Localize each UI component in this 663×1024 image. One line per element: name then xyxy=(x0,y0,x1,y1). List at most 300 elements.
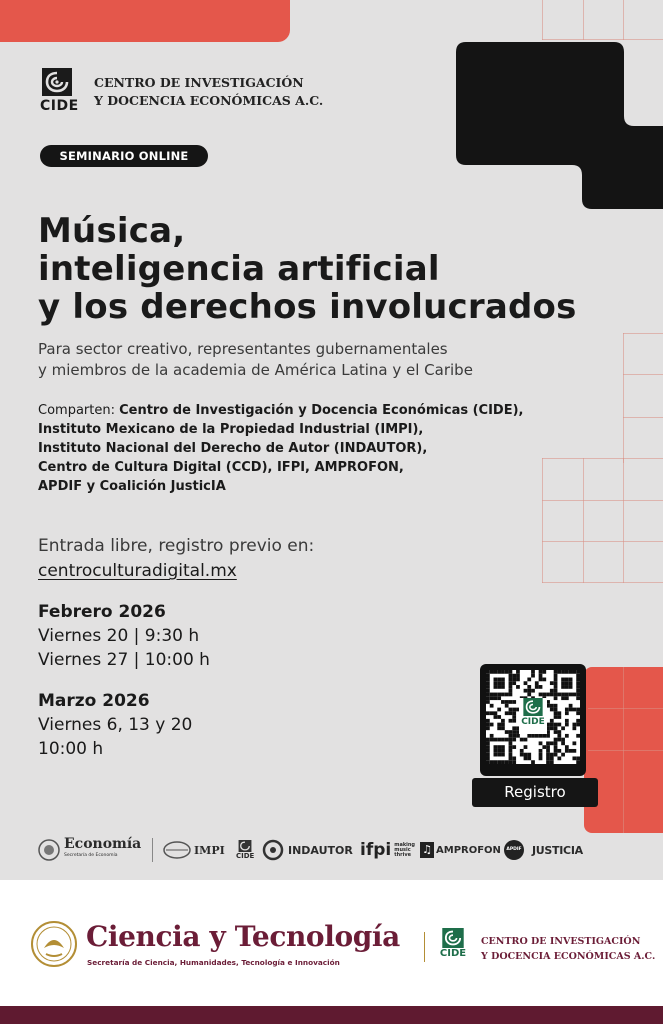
qr-module xyxy=(565,693,569,697)
qr-module xyxy=(512,711,516,715)
qr-module xyxy=(501,681,505,685)
qr-module xyxy=(557,723,561,727)
qr-module xyxy=(576,760,580,764)
qr-module xyxy=(561,738,565,742)
qr-module xyxy=(497,738,501,742)
qr-module xyxy=(561,726,565,730)
qr-module xyxy=(497,696,501,700)
qr-module xyxy=(490,670,494,674)
qr-module xyxy=(490,711,494,715)
qr-module xyxy=(486,760,490,764)
qr-module xyxy=(557,715,561,719)
qr-module xyxy=(486,738,490,742)
qr-module xyxy=(554,741,558,745)
qr-module xyxy=(539,749,543,753)
top-red-banner xyxy=(0,0,290,42)
qr-module xyxy=(539,734,543,738)
qr-module xyxy=(531,689,535,693)
qr-code-pattern xyxy=(486,670,580,764)
title-line1: Música, xyxy=(38,211,186,251)
qr-module xyxy=(512,678,516,682)
qr-module xyxy=(546,760,550,764)
impi-logo xyxy=(162,834,225,866)
ciencia-tecnologia-brand: Ciencia y Tecnología xyxy=(86,920,400,953)
qr-module xyxy=(565,711,569,715)
qr-module xyxy=(509,689,513,693)
indautor-emblem-icon xyxy=(262,839,284,861)
qr-module xyxy=(524,681,528,685)
schedule-line: Viernes 27 | 10:00 h xyxy=(38,650,210,670)
qr-module xyxy=(572,749,576,753)
qr-module xyxy=(486,726,490,730)
qr-module xyxy=(505,730,509,734)
qr-module xyxy=(527,678,531,682)
qr-module xyxy=(539,693,543,697)
qr-module xyxy=(546,741,550,745)
qr-module xyxy=(494,715,498,719)
ifpi-logo-text: ifpi xyxy=(360,840,392,860)
qr-module xyxy=(509,678,513,682)
registration-link[interactable]: centroculturadigital.mx xyxy=(38,561,237,581)
qr-module xyxy=(486,685,490,689)
qr-module xyxy=(554,689,558,693)
qr-module xyxy=(509,749,513,753)
qr-module xyxy=(486,745,490,749)
qr-module xyxy=(509,734,513,738)
qr-module xyxy=(576,734,580,738)
qr-module xyxy=(520,738,524,742)
amprofon-logo-text: AMPROFON xyxy=(436,844,501,856)
qr-module xyxy=(512,745,516,749)
qr-module xyxy=(576,689,580,693)
qr-module xyxy=(576,696,580,700)
qr-module xyxy=(535,685,539,689)
qr-module xyxy=(554,696,558,700)
qr-module xyxy=(572,741,576,745)
event-subtitle xyxy=(38,339,473,381)
qr-module xyxy=(550,753,554,757)
qr-module xyxy=(550,719,554,723)
qr-module xyxy=(554,745,558,749)
qr-module xyxy=(561,681,565,685)
qr-module xyxy=(497,753,501,757)
qr-module xyxy=(516,685,520,689)
qr-module xyxy=(576,723,580,727)
qr-module xyxy=(509,700,513,704)
qr-module xyxy=(486,678,490,682)
qr-module xyxy=(501,726,505,730)
qr-module xyxy=(497,749,501,753)
title-line3: y los derechos involucrados xyxy=(38,287,577,327)
subtitle-line2: y miembros de la academia de América Latina y el Caribe xyxy=(38,361,473,379)
qr-module xyxy=(565,723,569,727)
qr-module xyxy=(554,693,558,697)
qr-module xyxy=(565,708,569,712)
qr-module xyxy=(572,670,576,674)
qr-module xyxy=(539,685,543,689)
qr-module xyxy=(494,685,498,689)
impi-logo-text: IMPI xyxy=(194,843,225,857)
footer-org-name xyxy=(481,934,655,964)
qr-module xyxy=(509,670,513,674)
qr-module xyxy=(516,678,520,682)
qr-module xyxy=(497,670,501,674)
qr-module xyxy=(565,749,569,753)
qr-module xyxy=(509,753,513,757)
qr-module xyxy=(569,670,573,674)
qr-module xyxy=(527,753,531,757)
qr-module xyxy=(486,681,490,685)
qr-module xyxy=(554,681,558,685)
ciencia-tecnologia-subtitle: Secretaría de Ciencia, Humanidades, Tecnología e Innovación xyxy=(87,958,340,967)
qr-module xyxy=(505,693,509,697)
qr-module xyxy=(501,685,505,689)
qr-module xyxy=(554,674,558,678)
qr-module xyxy=(550,726,554,730)
organizer-line1: Centro de Investigación y Docencia Económicas (CIDE), xyxy=(119,403,524,418)
qr-module xyxy=(531,674,535,678)
qr-module xyxy=(486,693,490,697)
event-title xyxy=(38,212,577,326)
qr-module xyxy=(561,670,565,674)
qr-module xyxy=(546,753,550,757)
qr-module xyxy=(490,693,494,697)
qr-module xyxy=(497,715,501,719)
qr-module xyxy=(572,693,576,697)
qr-module xyxy=(512,738,516,742)
qr-module xyxy=(557,711,561,715)
qr-module xyxy=(494,753,498,757)
qr-module xyxy=(576,719,580,723)
organizers-list xyxy=(38,401,523,496)
qr-module xyxy=(501,749,505,753)
qr-module xyxy=(542,693,546,697)
qr-module xyxy=(576,674,580,678)
qr-module xyxy=(546,756,550,760)
qr-module xyxy=(501,745,505,749)
qr-module xyxy=(542,670,546,674)
qr-module xyxy=(486,674,490,678)
qr-module xyxy=(572,723,576,727)
qr-module xyxy=(524,689,528,693)
registration-text: Entrada libre, registro previo en: xyxy=(38,536,315,556)
qr-module xyxy=(486,696,490,700)
qr-module xyxy=(531,760,535,764)
qr-module xyxy=(501,738,505,742)
qr-module xyxy=(486,756,490,760)
qr-module xyxy=(501,693,505,697)
qr-module xyxy=(550,760,554,764)
cide-logo xyxy=(40,68,79,116)
qr-module xyxy=(512,734,516,738)
qr-module xyxy=(509,685,513,689)
qr-module xyxy=(561,741,565,745)
qr-module xyxy=(572,756,576,760)
qr-module xyxy=(550,708,554,712)
qr-module xyxy=(554,753,558,757)
qr-module xyxy=(516,674,520,678)
qr-module xyxy=(539,678,543,682)
qr-module xyxy=(486,723,490,727)
qr-module xyxy=(497,723,501,727)
qr-module xyxy=(512,715,516,719)
qr-code[interactable] xyxy=(480,664,586,776)
qr-module xyxy=(524,745,528,749)
cide-emblem-icon xyxy=(442,928,464,948)
qr-module xyxy=(524,753,528,757)
qr-module xyxy=(569,681,573,685)
schedule-line: Viernes 6, 13 y 20 xyxy=(38,715,193,735)
qr-module xyxy=(512,708,516,712)
black-decorative-shape xyxy=(456,42,663,209)
ifpi-logo xyxy=(360,834,414,866)
qr-module xyxy=(512,674,516,678)
qr-module xyxy=(494,749,498,753)
qr-module xyxy=(569,693,573,697)
qr-module xyxy=(554,715,558,719)
qr-module xyxy=(554,678,558,682)
qr-module xyxy=(576,681,580,685)
mexico-seal-icon xyxy=(38,839,60,861)
qr-module xyxy=(550,689,554,693)
qr-module xyxy=(497,760,501,764)
qr-module xyxy=(505,711,509,715)
qr-module xyxy=(561,753,565,757)
apdif-logo-text: APDIF xyxy=(504,840,524,860)
qr-module xyxy=(554,726,558,730)
qr-module xyxy=(550,741,554,745)
qr-module xyxy=(565,670,569,674)
qr-module xyxy=(554,738,558,742)
qr-module xyxy=(531,734,535,738)
cide-emblem-icon xyxy=(238,840,252,852)
indautor-logo-text: INDAUTOR xyxy=(288,843,353,857)
qr-module xyxy=(512,730,516,734)
qr-module xyxy=(505,670,509,674)
qr-module xyxy=(561,696,565,700)
qr-module xyxy=(509,708,513,712)
qr-module xyxy=(546,745,550,749)
qr-module xyxy=(497,685,501,689)
apdif-logo xyxy=(504,834,524,866)
economia-logo-sub: Secretaría de Economía xyxy=(64,853,118,858)
qr-module xyxy=(520,749,524,753)
qr-module xyxy=(527,693,531,697)
qr-module xyxy=(527,685,531,689)
qr-module xyxy=(524,738,528,742)
qr-module xyxy=(494,711,498,715)
qr-module xyxy=(539,753,543,757)
qr-module xyxy=(512,700,516,704)
qr-module xyxy=(501,678,505,682)
qr-module xyxy=(569,749,573,753)
register-button[interactable]: Registro xyxy=(472,778,598,807)
cide-logo-text: CIDE xyxy=(40,98,79,114)
mexico-coat-of-arms-icon xyxy=(30,920,78,968)
qr-module xyxy=(554,704,558,708)
organizers-lead: Comparten: xyxy=(38,403,120,418)
qr-module xyxy=(550,681,554,685)
justicia-logo xyxy=(532,834,583,866)
qr-module xyxy=(512,760,516,764)
qr-module xyxy=(501,700,505,704)
footer-cide-logo xyxy=(438,928,468,959)
qr-module xyxy=(494,670,498,674)
qr-module xyxy=(576,708,580,712)
qr-module xyxy=(486,700,490,704)
qr-module xyxy=(557,756,561,760)
qr-module xyxy=(501,719,505,723)
qr-module xyxy=(524,756,528,760)
footer xyxy=(0,880,663,1006)
qr-module xyxy=(539,756,543,760)
qr-module xyxy=(554,711,558,715)
qr-module xyxy=(561,678,565,682)
qr-module xyxy=(539,674,543,678)
qr-module xyxy=(509,730,513,734)
qr-module xyxy=(576,756,580,760)
qr-module xyxy=(486,689,490,693)
qr-module xyxy=(505,700,509,704)
qr-module xyxy=(505,738,509,742)
qr-module xyxy=(509,741,513,745)
qr-module xyxy=(572,708,576,712)
schedule-march xyxy=(38,689,192,761)
qr-center-text: CIDE xyxy=(521,717,545,727)
qr-module xyxy=(554,708,558,712)
qr-module xyxy=(509,674,513,678)
qr-module xyxy=(576,670,580,674)
qr-module xyxy=(565,681,569,685)
qr-module xyxy=(557,693,561,697)
qr-module xyxy=(509,719,513,723)
qr-module xyxy=(490,760,494,764)
qr-module xyxy=(550,704,554,708)
schedule-line: 10:00 h xyxy=(38,739,104,759)
qr-module xyxy=(512,726,516,730)
qr-module xyxy=(535,681,539,685)
qr-module xyxy=(497,678,501,682)
qr-module xyxy=(512,719,516,723)
qr-module xyxy=(546,693,550,697)
qr-module xyxy=(497,693,501,697)
qr-module xyxy=(494,738,498,742)
qr-module xyxy=(494,760,498,764)
title-line2: inteligencia artificial xyxy=(38,249,440,289)
qr-module xyxy=(542,734,546,738)
footer-org-line2: Y DOCENCIA ECONÓMICAS A.C. xyxy=(481,951,656,962)
partner-logos xyxy=(38,834,588,866)
org-name-line2: Y DOCENCIA ECONÓMICAS A.C. xyxy=(94,93,324,108)
qr-module xyxy=(486,741,490,745)
org-name-line1: CENTRO DE INVESTIGACIÓN xyxy=(94,75,304,90)
qr-module xyxy=(509,681,513,685)
cide-small-logo-text: CIDE xyxy=(236,852,255,860)
qr-module xyxy=(527,734,531,738)
qr-module xyxy=(557,749,561,753)
organizer-line3: Instituto Nacional del Derecho de Autor (INDAUTOR), xyxy=(38,441,428,456)
qr-module xyxy=(494,681,498,685)
qr-module xyxy=(497,708,501,712)
qr-module xyxy=(550,693,554,697)
qr-module xyxy=(542,745,546,749)
qr-module xyxy=(512,756,516,760)
schedule-month: Marzo 2026 xyxy=(38,691,150,711)
qr-module xyxy=(509,693,513,697)
qr-module xyxy=(565,719,569,723)
qr-module xyxy=(527,756,531,760)
qr-module xyxy=(554,723,558,727)
qr-module xyxy=(554,730,558,734)
qr-module xyxy=(576,678,580,682)
qr-module xyxy=(501,723,505,727)
qr-module xyxy=(572,726,576,730)
qr-module xyxy=(497,745,501,749)
indautor-logo xyxy=(262,834,353,866)
qr-module xyxy=(490,738,494,742)
qr-module xyxy=(554,749,558,753)
divider xyxy=(152,838,153,862)
qr-module xyxy=(539,670,543,674)
qr-module xyxy=(516,734,520,738)
qr-module xyxy=(576,711,580,715)
qr-module xyxy=(554,670,558,674)
qr-module xyxy=(505,760,509,764)
qr-module xyxy=(520,753,524,757)
qr-module xyxy=(490,704,494,708)
qr-module xyxy=(569,685,573,689)
cide-small-logo xyxy=(236,834,254,866)
qr-module xyxy=(486,670,490,674)
footer-divider xyxy=(424,932,425,962)
footer-cide-text: CIDE xyxy=(439,948,467,959)
qr-module xyxy=(494,678,498,682)
qr-module xyxy=(509,756,513,760)
qr-module xyxy=(501,753,505,757)
qr-module xyxy=(516,670,520,674)
event-type-badge: SEMINARIO ONLINE xyxy=(40,145,208,167)
qr-module xyxy=(497,726,501,730)
organizer-line5: APDIF y Coalición JusticIA xyxy=(38,479,226,494)
schedule-line: Viernes 20 | 9:30 h xyxy=(38,626,200,646)
schedule-february xyxy=(38,600,210,672)
subtitle-line1: Para sector creativo, representantes gubernamentales xyxy=(38,340,448,358)
qr-module xyxy=(505,704,509,708)
qr-module xyxy=(546,749,550,753)
qr-module xyxy=(490,696,494,700)
qr-center-logo xyxy=(519,698,547,734)
qr-module xyxy=(512,681,516,685)
qr-module xyxy=(494,696,498,700)
qr-module xyxy=(565,685,569,689)
qr-module xyxy=(494,693,498,697)
qr-module xyxy=(501,670,505,674)
qr-module xyxy=(565,745,569,749)
amprofon-logo xyxy=(420,834,501,866)
qr-module xyxy=(509,745,513,749)
qr-module xyxy=(550,723,554,727)
qr-module xyxy=(576,685,580,689)
qr-module xyxy=(576,693,580,697)
justicia-logo-text: JUSTICIA xyxy=(532,843,583,857)
footer-bar xyxy=(0,1006,663,1024)
qr-module xyxy=(569,704,573,708)
schedule-month: Febrero 2026 xyxy=(38,602,166,622)
qr-module xyxy=(565,678,569,682)
qr-module xyxy=(486,719,490,723)
qr-module xyxy=(509,760,513,764)
qr-module xyxy=(509,738,513,742)
